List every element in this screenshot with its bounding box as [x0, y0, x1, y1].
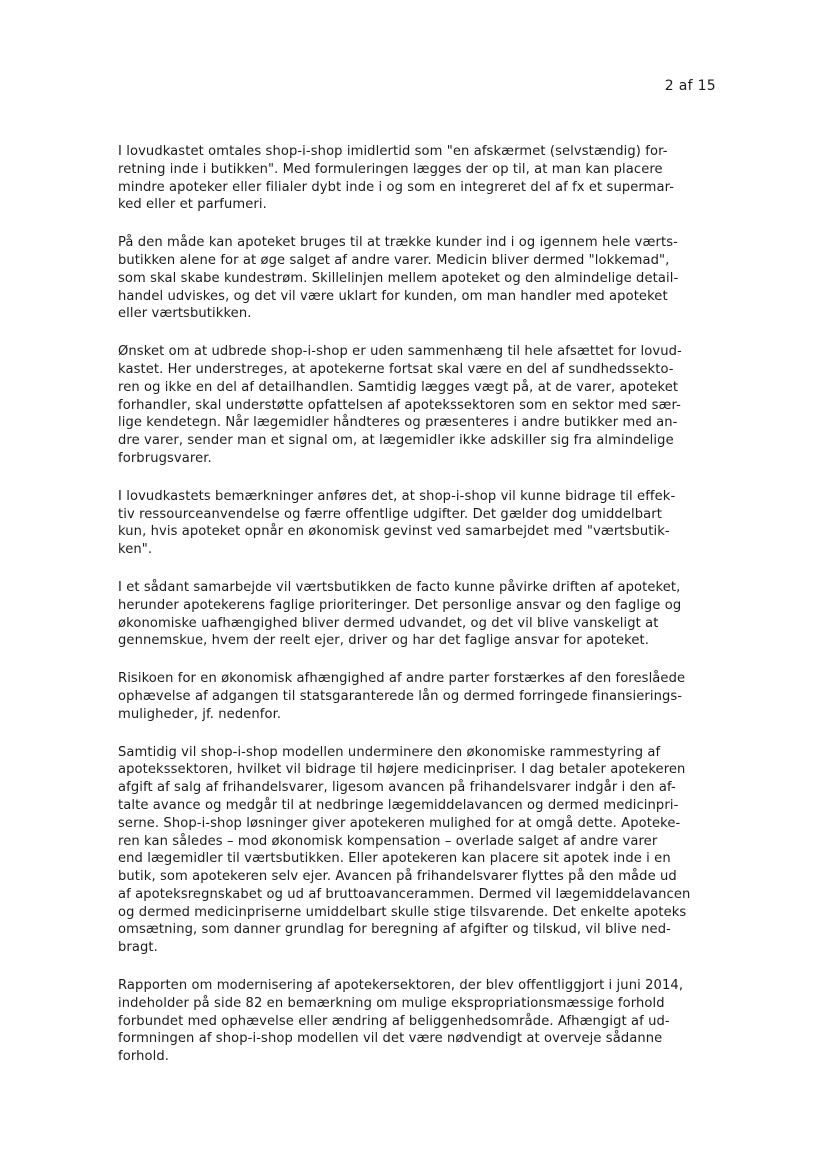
text-line: apotekssektoren, hvilket vil bidrage til højere medicinpriser. I dag betaler apotekeren [118, 762, 686, 778]
text-line: handel udviskes, og det vil være uklart for kunden, om man handler med apoteket [118, 288, 668, 304]
text-line: som skal skabe kundestrøm. Skillelinjen mellem apoteket og den almindelige detail- [118, 270, 679, 286]
text-line: Rapporten om modernisering af apotekersektoren, der blev offentliggjort i juni 2014, [118, 978, 684, 994]
text-line: I lovudkastet omtales shop-i-shop imidlertid som "en afskærmet (selvstændig) for- [118, 144, 668, 159]
text-line: forbundet med ophævelse eller ændring af beliggenhedsområde. Afhængigt af ud- [118, 1013, 670, 1029]
text-line: Ønsket om at udbrede shop-i-shop er uden sammenhæng til hele afsættet for lovud- [118, 344, 682, 360]
text-line: I et sådant samarbejde vil værtsbutikken de facto kunne påvirke driften af apoteket, [118, 579, 681, 595]
text-line: muligheder, jf. nedenfor. [118, 706, 282, 722]
document-body [118, 143, 723, 1086]
text-line: kastet. Her understreges, at apotekerne fortsat skal være en del af sundhedssekto- [118, 361, 674, 377]
text-line: af apoteksregnskabet og ud af bruttoavancerammen. Dermed vil lægemiddelavancen [118, 886, 691, 902]
text-line: tiv ressourceanvendelse og færre offentlige udgifter. Det gælder dog umiddelbart [118, 506, 662, 522]
text-line: serne. Shop-i-shop løsninger giver apotekeren mulighed for at omgå dette. Apoteke- [118, 815, 681, 831]
text-line: omsætning, som danner grundlag for beregning af afgifter og tilskud, vil blive ned- [118, 922, 671, 938]
text-line: forbrugsvarer. [118, 450, 212, 466]
text-line: mindre apoteker eller filialer dybt inde i og som en integreret del af fx et supermar- [118, 179, 675, 195]
paragraph-lokkemad [118, 234, 723, 323]
paragraph-bemaerkninger [118, 488, 723, 559]
text-line: bragt. [118, 940, 158, 956]
paragraph-rapport [118, 977, 723, 1066]
text-line: ren og ikke en del af detailhandlen. Samtidig lægges vægt på, at de varer, apoteket [118, 379, 679, 395]
paragraph-shop-i-shop-definition [118, 143, 723, 214]
text-line: retning inde i butikken". Med formuleringen lægges der op til, at man kan placere [118, 161, 663, 177]
text-line: kun, hvis apoteket opnår en økonomisk gevinst ved samarbejdet med "værtsbutik- [118, 524, 670, 540]
text-line: end lægemidler til værtsbutikken. Eller apotekeren kan placere sit apotek inde i en [118, 851, 671, 867]
text-line: butik, som apotekeren selv ejer. Avancen på frihandelsvarer flyttes på den måde ud [118, 869, 677, 885]
text-line: talte avance og medgår til at nedbringe lægemiddelavancen og dermed medicinpri- [118, 797, 679, 813]
text-line: gennemskue, hvem der reelt ejer, driver og har det faglige ansvar for apoteket. [118, 633, 649, 649]
text-line: Samtidig vil shop-i-shop modellen underminere den økonomiske rammestyring af [118, 744, 661, 760]
page-number: 2 af 15 [664, 78, 716, 94]
text-line: herunder apotekerens faglige prioriteringer. Det personlige ansvar og den faglige og [118, 597, 682, 613]
text-line: ken". [118, 542, 153, 558]
text-line: formningen af shop-i-shop modellen vil det være nødvendigt at overveje sådanne [118, 1031, 663, 1047]
text-line: og dermed medicinpriserne umiddelbart skulle stige tilsvarende. Det enkelte apoteks [118, 904, 687, 920]
text-line: ophævelse af adgangen til statsgaranterede lån og dermed forringede finansierings- [118, 688, 683, 704]
paragraph-risiko [118, 670, 723, 723]
text-line: forhold. [118, 1049, 169, 1065]
text-line: forhandler, skal understøtte opfattelsen af apotekssektoren som en sektor med sær- [118, 397, 681, 413]
text-line: ked eller et parfumeri. [118, 197, 267, 213]
text-line: butikken alene for at øge salget af andre varer. Medicin bliver dermed "lokkemad", [118, 252, 670, 268]
text-line: afgift af salg af frihandelsvarer, ligesom avancen på frihandelsvarer indgår i den af- [118, 780, 676, 796]
text-line: lige kendetegn. Når lægemidler håndteres og præsenteres i andre butikker med an- [118, 415, 678, 431]
text-line: dre varer, sender man et signal om, at lægemidler ikke adskiller sig fra almindelige [118, 433, 674, 449]
paragraph-samarbejde [118, 579, 723, 650]
text-line: På den måde kan apoteket bruges til at trække kunder ind i og igennem hele værts- [118, 235, 678, 251]
text-line: indeholder på side 82 en bemærkning om mulige ekspropriationsmæssige forhold [118, 995, 665, 1011]
text-line: ren kan således – mod økonomisk kompensation – overlade salget af andre varer [118, 833, 658, 849]
paragraph-sundhedssektor [118, 343, 723, 468]
text-line: I lovudkastets bemærkninger anføres det, at shop-i-shop vil kunne bidrage til effek- [118, 488, 676, 504]
text-line: økonomiske uafhængighed bliver dermed udvandet, og det vil blive vanskeligt at [118, 615, 659, 631]
paragraph-rammestyring [118, 744, 723, 958]
text-line: Risikoen for en økonomisk afhængighed af andre parter forstærkes af den foreslåede [118, 671, 686, 687]
text-line: eller værtsbutikken. [118, 306, 252, 322]
